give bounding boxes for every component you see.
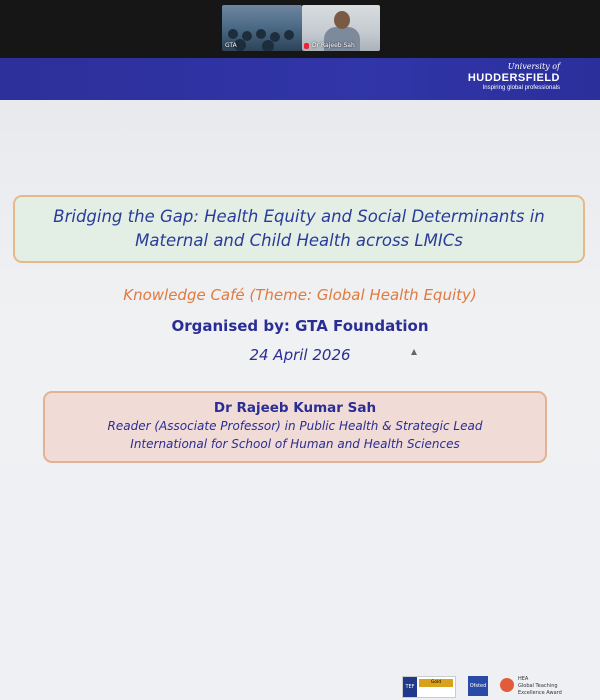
hea-star-icon [500, 678, 514, 692]
speaker-role-line1: Reader (Associate Professor) in Public Health & Strategic Lead [107, 419, 483, 433]
hea-award-logo [500, 676, 598, 698]
slide-title-line1: Bridging the Gap: Health Equity and Social Determinants in [53, 207, 545, 226]
logo-line2: HUDDERSFIELD [467, 72, 560, 84]
speaker-box [43, 391, 547, 463]
mic-muted-icon [304, 43, 309, 49]
tef-mark: TEF [403, 677, 417, 697]
logo-tagline: Inspiring global professionals [482, 85, 560, 91]
presentation-slide [0, 58, 600, 700]
slide-title-line2: Maternal and Child Health across LMICs [135, 231, 463, 250]
slide-subtitle: Knowledge Café (Theme: Global Health Equity) [123, 286, 477, 304]
tef-gold-logo [402, 676, 456, 698]
mouse-cursor-icon [411, 349, 417, 355]
tef-award: Gold [419, 679, 453, 687]
event-date: 24 April 2026 [249, 346, 351, 364]
hea-line2: Global Teaching [518, 683, 558, 689]
speaker-role-line2: International for School of Human and Health Sciences [130, 437, 460, 451]
slide-header-band [0, 58, 600, 100]
hea-line3: Excellence Award [518, 690, 562, 696]
university-logo [468, 62, 560, 92]
speaker-name: Dr Rajeeb Kumar Sah [213, 400, 377, 416]
participant-name: Dr Rajeeb Sah [312, 42, 355, 49]
participant-name: GTA [225, 42, 237, 49]
logo-line1: University of [507, 62, 560, 71]
participant-tile-gta[interactable] [222, 5, 302, 51]
organiser-text: Organised by: GTA Foundation [171, 317, 429, 335]
slide-title-box [13, 195, 585, 263]
meeting-video-strip [0, 0, 600, 58]
participant-tile-speaker[interactable] [302, 5, 380, 51]
ofsted-logo: Ofsted [468, 676, 488, 696]
hea-line1: HEA [518, 676, 529, 682]
accreditation-logos [0, 676, 600, 700]
speaker-face [334, 11, 350, 29]
